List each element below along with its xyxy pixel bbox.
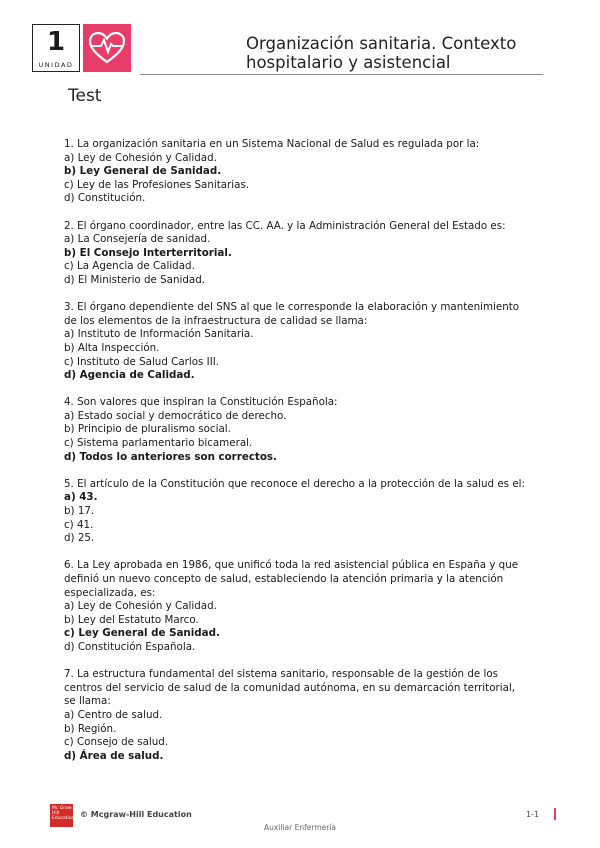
answer-option: d) Constitución Española. (64, 640, 196, 653)
unit-number: 1 (46, 27, 66, 57)
answer-option: b) Alta Inspección. (64, 341, 160, 354)
unit-label: UNIDAD (38, 61, 74, 69)
answer-option: c) Instituto de Salud Carlos III. (64, 355, 220, 368)
answer-option: b) 17. (64, 505, 95, 518)
answer-option: b) Región. (64, 722, 117, 735)
question-2 (64, 220, 554, 288)
answer-option-correct: d) Agencia de Calidad. (64, 369, 195, 382)
answer-option-correct: c) Ley General de Sanidad. (64, 627, 220, 640)
section-heading: Test (68, 86, 102, 106)
answer-option: c) 41. (64, 518, 94, 531)
title-divider (140, 74, 543, 75)
question-stem: 3. El órgano dependiente del SNS al que le corresponde la elaboración y mantenimiento (64, 301, 520, 314)
question-3 (64, 301, 554, 383)
answer-option: a) Ley de Cohesión y Calidad. (64, 600, 217, 613)
question-stem: 5. El artículo de la Constitución que reconoce el derecho a la protección de la salud es el: (64, 477, 525, 490)
question-4 (64, 396, 554, 464)
answer-option-correct: b) El Consejo Interterritorial. (64, 246, 232, 259)
answer-option: a) Centro de salud. (64, 708, 163, 721)
answer-option: d) Constitución. (64, 192, 146, 205)
question-stem: se llama: (64, 695, 111, 708)
heart-pulse-icon (83, 24, 131, 72)
answer-option: c) La Agencia de Calidad. (64, 260, 195, 273)
question-stem: 2. El órgano coordinador, entre las CC. AA. y la Administración General del Estado es: (64, 219, 506, 232)
page-number-bar (554, 808, 556, 820)
publisher-logo-text: Mc Graw Hill Education (52, 806, 75, 821)
page-title (246, 34, 516, 72)
question-stem: 6. La Ley aprobada en 1986, que unificó toda la red asistencial pública en España y que (64, 559, 519, 572)
answer-option: a) La Consejería de sanidad. (64, 233, 211, 246)
question-stem: de los elementos de la infraestructura de calidad se llama: (64, 314, 368, 327)
question-1 (64, 138, 554, 206)
answer-option: d) El Ministerio de Sanidad. (64, 273, 206, 286)
question-7 (64, 668, 554, 763)
question-stem: 4. Son valores que inspiran la Constitución Española: (64, 396, 338, 409)
footer-label: Auxiliar Enfermería (263, 823, 337, 832)
question-5 (64, 478, 554, 546)
answer-option: a) Instituto de Información Sanitaria. (64, 328, 254, 341)
answer-option: c) Ley de las Profesiones Sanitarias. (64, 178, 250, 191)
answer-option: c) Sistema parlamentario bicameral. (64, 437, 253, 450)
question-stem: 1. La organización sanitaria en un Sistema Nacional de Salud es regulada por la: (64, 138, 480, 150)
copyright-text: © Mcgraw-Hill Education (80, 810, 192, 819)
questions-list (64, 138, 554, 777)
answer-option-correct: a) 43. (64, 491, 98, 504)
answer-option: d) 25. (64, 532, 95, 545)
question-stem: especializada, es: (64, 586, 156, 599)
question-stem: definió un nuevo concepto de salud, estableciendo la atención primaria y la atención (64, 573, 504, 585)
question-stem: 7. La estructura fundamental del sistema sanitario, responsable de la gestión de los (64, 668, 499, 681)
answer-option: b) Principio de pluralismo social. (64, 423, 231, 436)
answer-option: a) Ley de Cohesión y Calidad. (64, 151, 217, 164)
unit-badge (32, 24, 80, 72)
page-number: 1-1 (526, 810, 540, 819)
title-line-1: Organización sanitaria. Contexto (246, 34, 517, 53)
answer-option: c) Consejo de salud. (64, 736, 169, 749)
answer-option: a) Estado social y democrático de derecho. (64, 409, 287, 422)
question-6 (64, 559, 554, 654)
answer-option-correct: d) Todos lo anteriores son correctos. (64, 450, 277, 463)
answer-option-correct: d) Área de salud. (64, 749, 164, 762)
title-line-2: hospitalario y asistencial (246, 53, 451, 72)
answer-option: b) Ley del Estatuto Marco. (64, 613, 199, 626)
answer-option-correct: b) Ley General de Sanidad. (64, 165, 222, 178)
question-stem: centros del servicio de salud de la comunidad autónoma, en su demarcación territorial, (64, 681, 516, 694)
